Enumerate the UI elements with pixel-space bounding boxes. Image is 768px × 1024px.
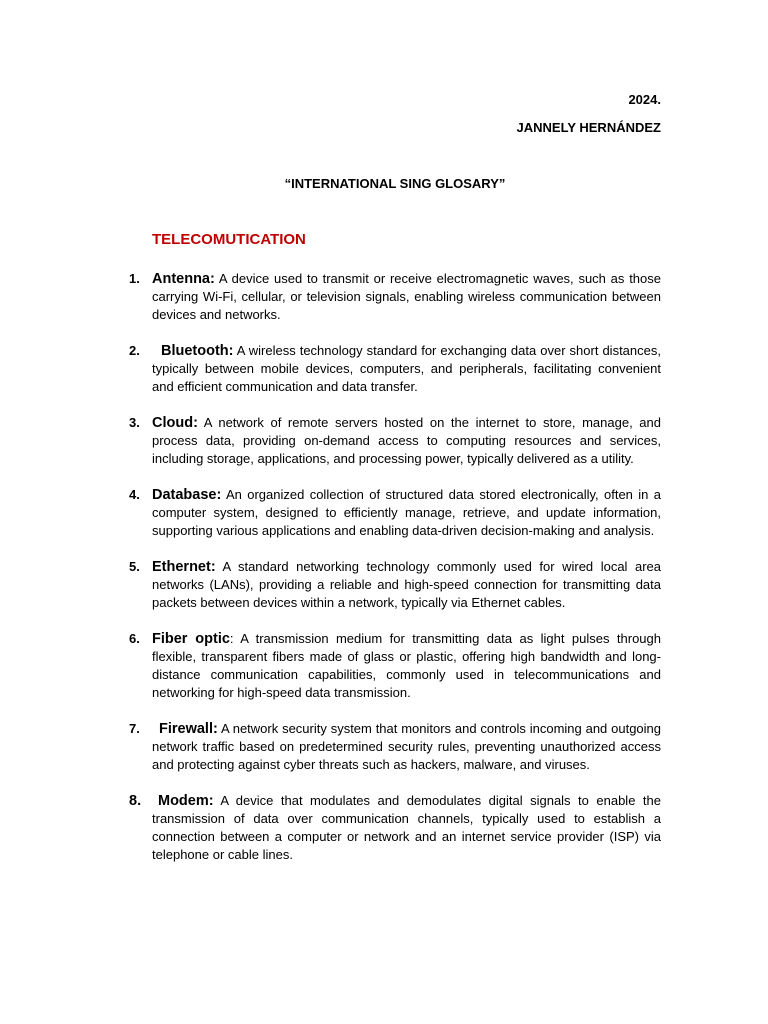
glossary-item-firewall bbox=[0, 720, 768, 774]
term-definition: A network of remote servers hosted on the internet to store, manage, and process data, providing on-demand access to computing resources and services, including storage, applications, and processing power, typically delivered as a utility. bbox=[152, 415, 661, 466]
term-definition: A device that modulates and demodulates digital signals to enable the transmission of data over communication channels, typically used to establish a connection between a computer or network and an internet service provider (ISP) via telephone or cable lines. bbox=[152, 793, 661, 862]
document-year: 2024. bbox=[628, 92, 661, 107]
term-definition: : A transmission medium for transmitting data as light pulses through flexible, transparent fibers made of glass or plastic, offering high bandwidth and long-distance communication capabilities, commonly used in telecommunications and networking for high-speed data transmission. bbox=[152, 631, 661, 700]
glossary-item-fiber-optic bbox=[0, 630, 768, 702]
glossary-item-modem bbox=[0, 792, 768, 864]
item-number: 3. bbox=[129, 415, 140, 430]
document-title: “INTERNATIONAL SING GLOSARY” bbox=[284, 176, 506, 191]
term-name: Cloud: bbox=[152, 415, 198, 431]
term-definition: A network security system that monitors and controls incoming and outgoing network traffic based on predetermined security rules, preventing unauthorized access and protecting against cyber threats such as hackers, malware, and viruses. bbox=[152, 721, 661, 772]
item-number: 5. bbox=[129, 559, 140, 574]
glossary-item-cloud bbox=[0, 414, 768, 468]
item-number: 4. bbox=[129, 487, 140, 502]
glossary-item-ethernet bbox=[0, 558, 768, 612]
item-number: 1. bbox=[129, 271, 140, 286]
glossary-item-bluetooth bbox=[0, 342, 768, 396]
term-name: Antenna: bbox=[152, 271, 215, 287]
term-name: Database: bbox=[152, 487, 222, 503]
glossary-item-antenna bbox=[0, 270, 768, 324]
section-heading: TELECOMUTICATION bbox=[152, 231, 306, 248]
author-name: JANNELY HERNÁNDEZ bbox=[516, 120, 661, 135]
term-definition: A device used to transmit or receive electromagnetic waves, such as those carrying Wi-Fi, cellular, or television signals, enabling wireless communication between devices and networks. bbox=[152, 271, 661, 322]
term-definition: A wireless technology standard for exchanging data over short distances, typically between mobile devices, computers, and peripherals, facilitating convenient and efficient communication and data transfer. bbox=[152, 343, 661, 394]
glossary-item-database bbox=[0, 486, 768, 540]
term-name: Ethernet: bbox=[152, 559, 216, 575]
item-number: 2. bbox=[129, 343, 140, 358]
item-number: 7. bbox=[129, 721, 140, 736]
term-name: Fiber optic bbox=[152, 631, 230, 647]
term-name: Bluetooth: bbox=[161, 343, 234, 359]
item-number: 8. bbox=[129, 793, 142, 809]
glossary-list bbox=[0, 270, 768, 882]
item-number: 6. bbox=[129, 631, 140, 646]
term-name: Firewall: bbox=[159, 721, 218, 737]
term-definition: An organized collection of structured data stored electronically, often in a computer system, designed to efficiently manage, retrieve, and update information, supporting various applications and enabling data-driven decision-making and analysis. bbox=[152, 487, 661, 538]
term-definition: A standard networking technology commonly used for wired local area networks (LANs), providing a reliable and high-speed connection for transmitting data packets between devices within a network, typically via Ethernet cables. bbox=[152, 559, 661, 610]
term-name: Modem: bbox=[158, 793, 214, 809]
